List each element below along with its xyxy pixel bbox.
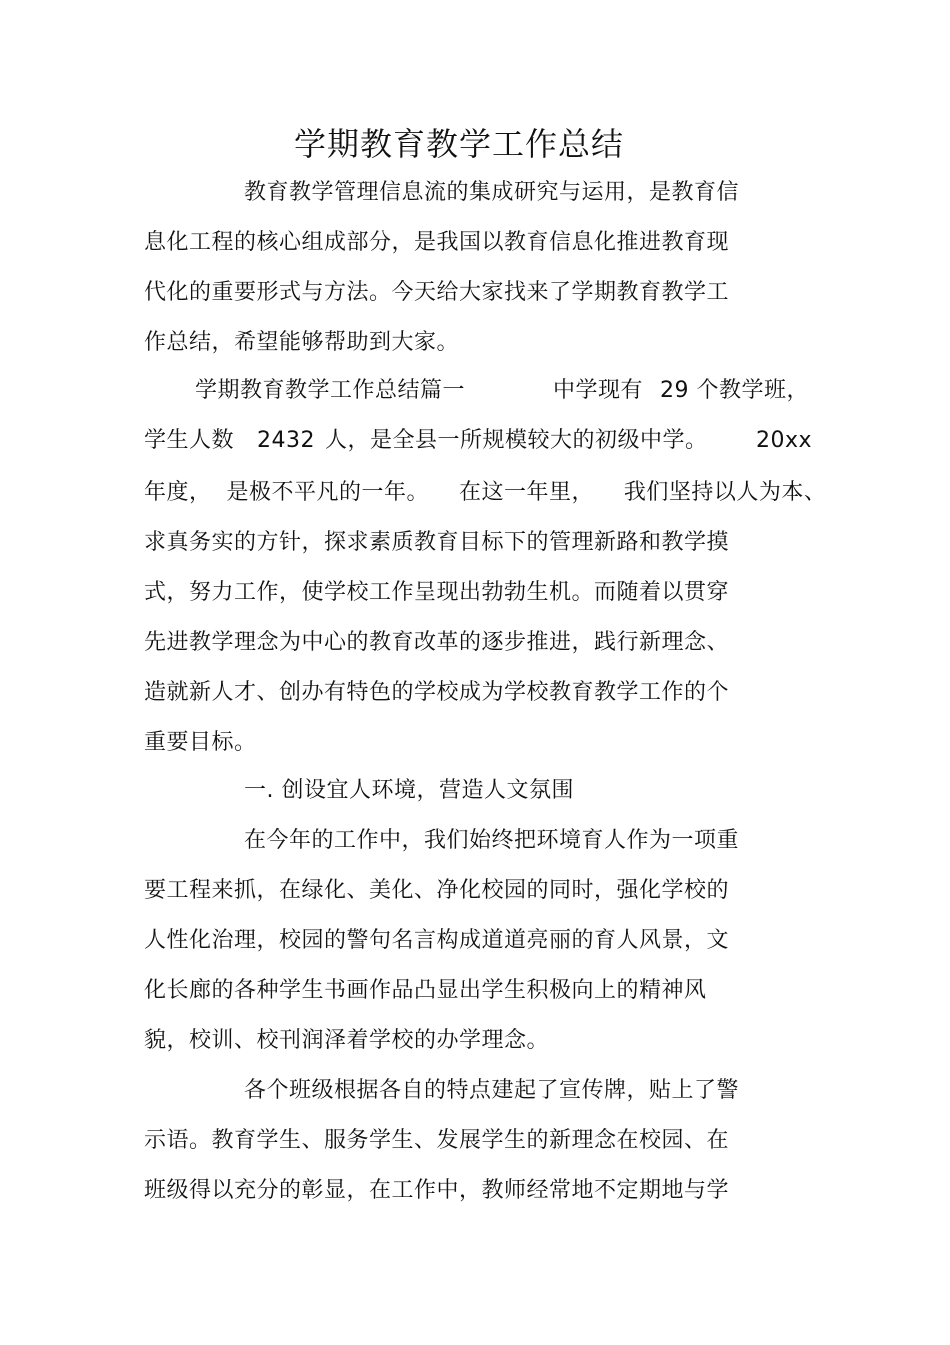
- paragraph-line: 年度， 是极不平凡的一年。 在这一年里， 我们坚持以人为本、: [144, 480, 827, 505]
- section-heading: 一. 创设宜人环境，营造人文氛围: [244, 778, 574, 803]
- paragraph-line: 求真务实的方针，探求素质教育目标下的管理新路和教学摸: [144, 530, 730, 555]
- paragraph-line: 作总结，希望能够帮助到大家。: [144, 330, 460, 355]
- paragraph-line: 息化工程的核心组成部分，是我国以教育信息化推进教育现: [144, 230, 730, 255]
- paragraph-line: 教育教学管理信息流的集成研究与运用，是教育信: [244, 180, 740, 205]
- text-segment: 20xx: [756, 428, 813, 453]
- paragraph-line: 造就新人才、创办有特色的学校成为学校教育教学工作的个: [144, 680, 730, 705]
- text-segment: 中学现有: [553, 378, 644, 403]
- section-title-inline: 学期教育教学工作总结篇一: [195, 378, 466, 403]
- paragraph-line: 班级得以充分的彰显，在工作中，教师经常地不定期地与学: [144, 1178, 730, 1203]
- paragraph-line: 人性化治理，校园的警句名言构成道道亮丽的育人风景，文: [144, 928, 730, 953]
- text-segment: 人，是全县一所规模较大的初级中学。: [325, 428, 708, 453]
- paragraph-line: 代化的重要形式与方法。今天给大家找来了学期教育教学工: [144, 280, 730, 305]
- text-segment: 学生人数: [144, 428, 235, 453]
- paragraph-line: 各个班级根据各自的特点建起了宣传牌，贴上了警: [244, 1078, 740, 1103]
- paragraph-line: 式，努力工作，使学校工作呈现出勃勃生机。而随着以贯穿: [144, 580, 730, 605]
- paragraph-line: 重要目标。: [144, 730, 257, 755]
- text-segment: 29 个教学班，: [660, 378, 809, 403]
- text-segment: 2432: [257, 428, 315, 453]
- paragraph-line: 貌，校训、校刊润泽着学校的办学理念。: [144, 1028, 550, 1053]
- paragraph-line: 示语。教育学生、服务学生、发展学生的新理念在校园、在: [144, 1128, 730, 1153]
- paragraph-line: 在今年的工作中，我们始终把环境育人作为一项重: [244, 828, 740, 853]
- paragraph-line: 先进教学理念为中心的教育改革的逐步推进，践行新理念、: [144, 630, 730, 655]
- paragraph-line: 化长廊的各种学生书画作品凸显出学生积极向上的精神风: [144, 978, 707, 1003]
- paragraph-line: 要工程来抓，在绿化、美化、净化校园的同时，强化学校的: [144, 878, 730, 903]
- document-title: 学期教育教学工作总结: [293, 125, 624, 163]
